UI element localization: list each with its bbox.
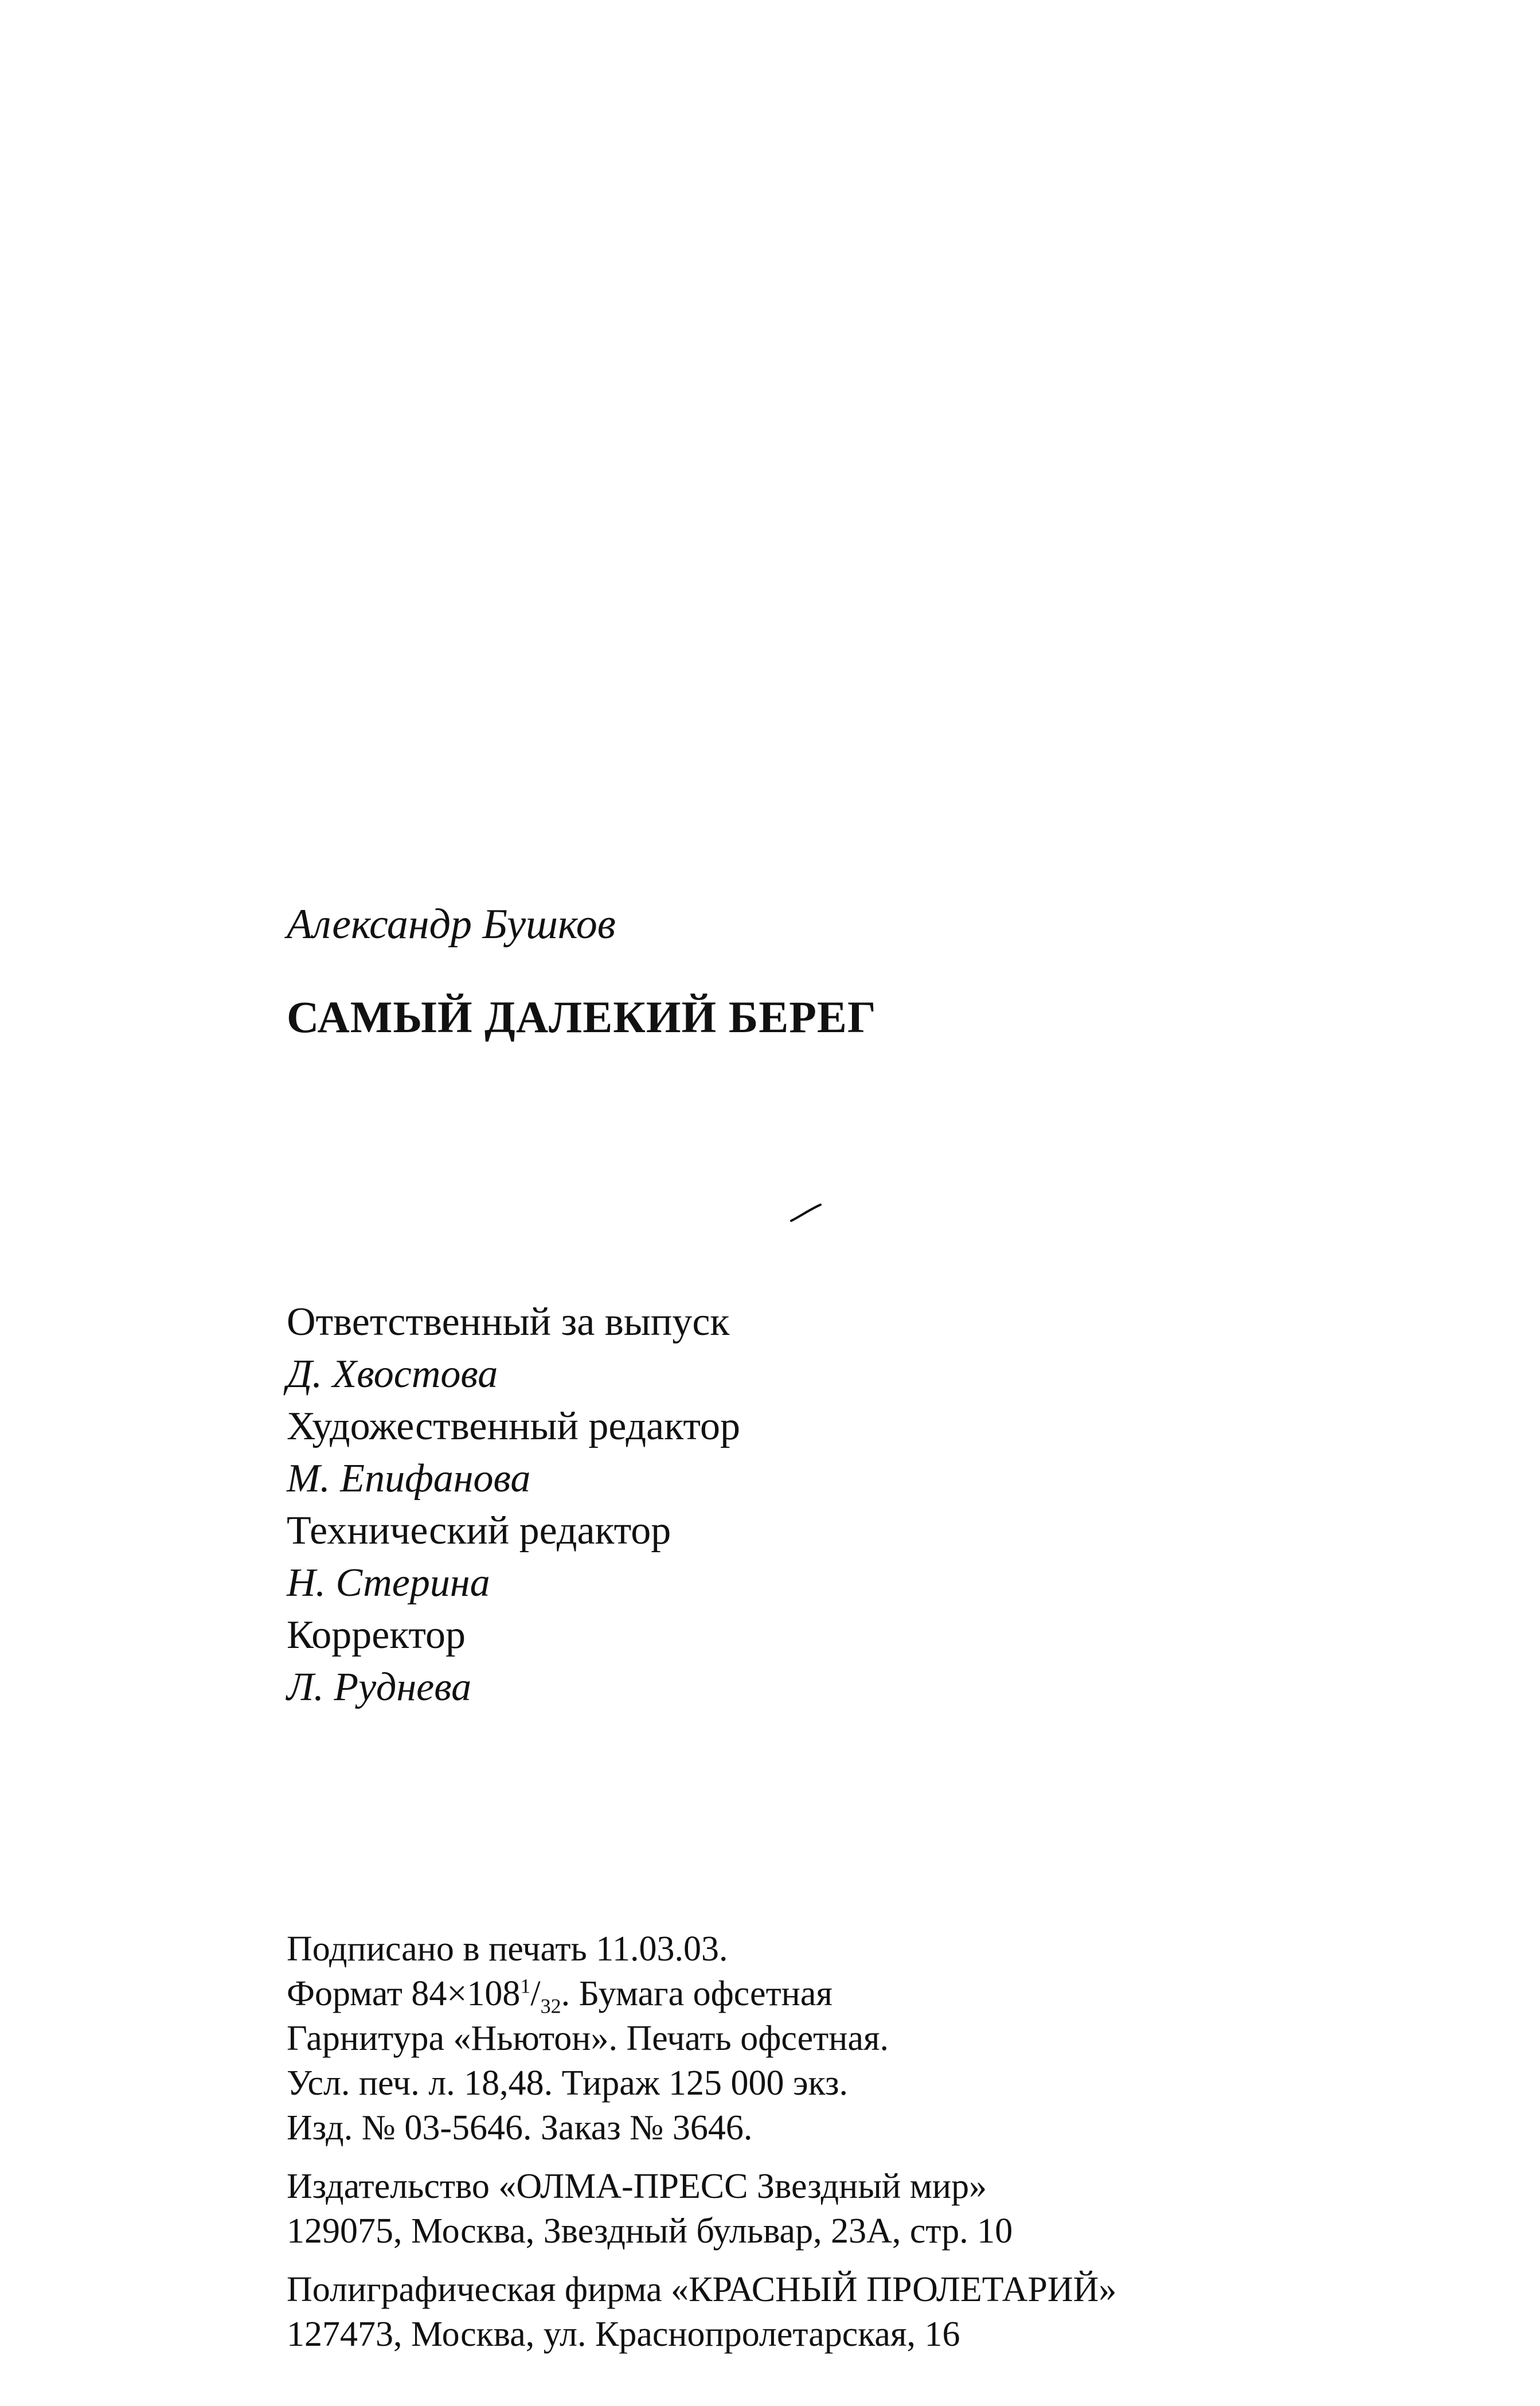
credits-list — [287, 1296, 1376, 1713]
imprint-block — [287, 1927, 1376, 2357]
credit-person: М. Епифанова — [287, 1456, 531, 1501]
pen-stroke-mark — [788, 1201, 823, 1224]
credit-person: Н. Стерина — [287, 1561, 490, 1605]
printer-address: 127473, Москва, ул. Краснопролетарская, 16 — [287, 2315, 960, 2354]
credit-person: Л. Руднева — [287, 1665, 472, 1709]
imprint-sheets: Усл. печ. л. 18,48. Тираж 125 000 экз. — [287, 2064, 848, 2103]
imprint-signed-date: Подписано в печать 11.03.03. — [287, 1930, 728, 1968]
credit-role: Корректор — [287, 1613, 466, 1657]
imprint-typeface: Гарнитура «Ньютон». Печать офсетная. — [287, 2019, 889, 2058]
imprint-order: Изд. № 03-5646. Заказ № 3646. — [287, 2108, 753, 2147]
publisher-address: 129075, Москва, Звездный бульвар, 23А, стр. 10 — [287, 2212, 1013, 2251]
book-title: САМЫЙ ДАЛЕКИЙ БЕРЕГ — [287, 992, 877, 1042]
credit-person: Д. Хвостова — [287, 1352, 498, 1396]
book-author: Александр Бушков — [287, 901, 616, 948]
format-fraction-numerator: 1 — [520, 1974, 531, 1998]
credit-role: Художественный редактор — [287, 1404, 740, 1448]
format-suffix: . Бумага офсетная — [561, 1974, 832, 2013]
credit-role: Ответственный за выпуск — [287, 1300, 730, 1344]
format-fraction-denominator: 32 — [540, 1994, 561, 2018]
credit-role: Технический редактор — [287, 1509, 671, 1553]
format-prefix: Формат 84×108 — [287, 1974, 521, 2013]
publisher-name: Издательство «ОЛМА-ПРЕСС Звездный мир» — [287, 2167, 987, 2206]
printer-name: Полиграфическая фирма «КРАСНЫЙ ПРОЛЕТАРИЙ» — [287, 2270, 1117, 2309]
imprint-format: Формат $84\times 108^1/_{32}$. Бумага офсетная — [287, 1974, 832, 2018]
